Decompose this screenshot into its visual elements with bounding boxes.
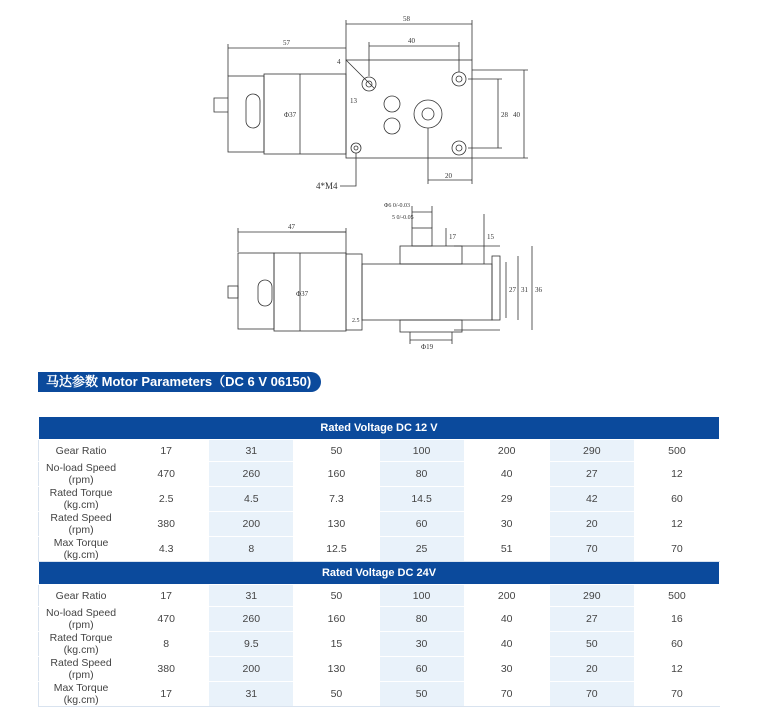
table-cell: 200	[209, 657, 294, 682]
table-cell: 130	[294, 657, 379, 682]
table-cell: 15	[294, 632, 379, 657]
table-cell: 30	[379, 632, 464, 657]
side-gearbox	[362, 264, 492, 320]
table-cell: 31	[209, 682, 294, 707]
side-dim-motor-dia: Φ37	[296, 290, 309, 298]
side-dim-small: 2.5	[352, 318, 360, 324]
table-row	[39, 607, 720, 632]
table-cell: 8	[124, 632, 209, 657]
table-cell: 27	[549, 462, 634, 487]
table-cell: 40	[464, 462, 549, 487]
row-label: Max Torque (kg.cm)	[39, 537, 124, 562]
table-row	[39, 512, 720, 537]
side-dim-length-body: 47	[288, 223, 295, 231]
side-dim-bottom: Φ19	[421, 343, 434, 351]
side-dim-height-c: 36	[535, 286, 542, 294]
side-dim-shaft-len-a: 17	[449, 233, 456, 241]
table-cell: 70	[549, 537, 634, 562]
dim-chamfer-b: 13	[350, 97, 357, 105]
table-cell: 2.5	[124, 487, 209, 512]
table-row	[39, 682, 720, 707]
table-cell: 16	[634, 607, 719, 632]
table-cell: 380	[124, 657, 209, 682]
section-title: 马达参数 Motor Parameters（DC 6 V 06150)	[38, 372, 321, 392]
table-cell: 20	[549, 657, 634, 682]
table-row	[39, 632, 720, 657]
output-shaft	[412, 228, 432, 246]
table-cell: 500	[634, 585, 719, 607]
table-cell: 80	[379, 607, 464, 632]
table-header-row	[39, 562, 720, 585]
table-cell: 9.5	[209, 632, 294, 657]
motor-parameters-table	[38, 416, 720, 707]
table-cell: 31	[209, 585, 294, 607]
table-cell: 40	[464, 632, 549, 657]
table-cell: 12	[634, 462, 719, 487]
table-cell: 50	[294, 682, 379, 707]
row-label: Gear Ratio	[39, 585, 124, 607]
table-cell: 50	[379, 682, 464, 707]
table-row	[39, 537, 720, 562]
side-motor-end-cap	[238, 253, 274, 329]
table-cell: 200	[209, 512, 294, 537]
table-cell: 290	[549, 440, 634, 462]
side-view	[228, 203, 543, 351]
dim-hole-spacing: 40	[408, 37, 415, 45]
dim-length-body: 57	[283, 39, 290, 47]
table-cell: 4.5	[209, 487, 294, 512]
table-cell: 7.3	[294, 487, 379, 512]
table-row	[39, 440, 720, 462]
table-cell: 80	[379, 462, 464, 487]
table-cell: 60	[634, 632, 719, 657]
table-cell: 31	[209, 440, 294, 462]
side-motor-body	[274, 253, 346, 331]
dim-shaft-offset: 20	[445, 172, 452, 180]
table-cell: 30	[464, 512, 549, 537]
table-cell: 27	[549, 607, 634, 632]
table-cell: 20	[549, 512, 634, 537]
row-label: Rated Speed (rpm)	[39, 657, 124, 682]
dim-chamfer-a: 4	[337, 58, 341, 66]
table-cell: 12.5	[294, 537, 379, 562]
table-cell: 200	[464, 585, 549, 607]
dim-width-total: 58	[403, 15, 410, 23]
table-cell: 17	[124, 440, 209, 462]
table-cell: 380	[124, 512, 209, 537]
table-cell: 50	[294, 585, 379, 607]
row-label: Rated Speed (rpm)	[39, 512, 124, 537]
table-cell: 25	[379, 537, 464, 562]
side-terminal	[228, 286, 238, 298]
dim-height-outer: 40	[513, 111, 520, 119]
side-dim-flat: 5 0/-0.05	[392, 215, 414, 221]
table-cell: 260	[209, 607, 294, 632]
parameters-table-body	[39, 417, 720, 707]
side-dim-shaft-len-b: 15	[487, 233, 494, 241]
motor-body	[264, 74, 346, 154]
table-cell: 70	[634, 682, 719, 707]
table-cell: 290	[549, 585, 634, 607]
table-cell: 470	[124, 462, 209, 487]
row-label: Rated Torque (kg.cm)	[39, 487, 124, 512]
table-cell: 8	[209, 537, 294, 562]
table-cell: 50	[294, 440, 379, 462]
table-header-row	[39, 417, 720, 440]
table-cell: 70	[634, 537, 719, 562]
table-cell: 12	[634, 512, 719, 537]
side-dim-height-b: 31	[521, 286, 528, 294]
table-cell: 130	[294, 512, 379, 537]
table-cell: 500	[634, 440, 719, 462]
table-row	[39, 487, 720, 512]
table-row	[39, 585, 720, 607]
table-row	[39, 657, 720, 682]
table-cell: 17	[124, 682, 209, 707]
table-cell: 470	[124, 607, 209, 632]
table-cell: 17	[124, 585, 209, 607]
dim-motor-dia: Φ37	[284, 111, 297, 119]
table-cell: 200	[464, 440, 549, 462]
table-row	[39, 462, 720, 487]
table-cell: 60	[379, 657, 464, 682]
table-cell: 12	[634, 657, 719, 682]
row-label: No-load Speed (rpm)	[39, 462, 124, 487]
table-cell: 60	[634, 487, 719, 512]
table-cell: 100	[379, 440, 464, 462]
screw-note: 4*M4	[316, 181, 338, 191]
table-cell: 260	[209, 462, 294, 487]
dim-height-inner: 28	[501, 111, 508, 119]
row-label: No-load Speed (rpm)	[39, 607, 124, 632]
table-cell: 60	[379, 512, 464, 537]
table-cell: 29	[464, 487, 549, 512]
side-dim-shaft-dia: Φ6 0/-0.03	[384, 203, 411, 209]
output-shaft-boss	[414, 100, 442, 128]
table-cell: 40	[464, 607, 549, 632]
table-cell: 4.3	[124, 537, 209, 562]
table-cell: 30	[464, 657, 549, 682]
row-label: Max Torque (kg.cm)	[39, 682, 124, 707]
voltage-header: Rated Voltage DC 12 V	[39, 417, 720, 440]
voltage-header: Rated Voltage DC 24V	[39, 562, 720, 585]
row-label: Rated Torque (kg.cm)	[39, 632, 124, 657]
table-cell: 160	[294, 462, 379, 487]
table-cell: 14.5	[379, 487, 464, 512]
table-cell: 51	[464, 537, 549, 562]
table-cell: 50	[549, 632, 634, 657]
table-cell: 70	[464, 682, 549, 707]
top-view	[214, 15, 528, 191]
side-dim-height-a: 27	[509, 286, 516, 294]
table-cell: 42	[549, 487, 634, 512]
table-cell: 160	[294, 607, 379, 632]
row-label: Gear Ratio	[39, 440, 124, 462]
table-cell: 70	[549, 682, 634, 707]
table-cell: 100	[379, 585, 464, 607]
motor-terminal	[214, 98, 228, 112]
